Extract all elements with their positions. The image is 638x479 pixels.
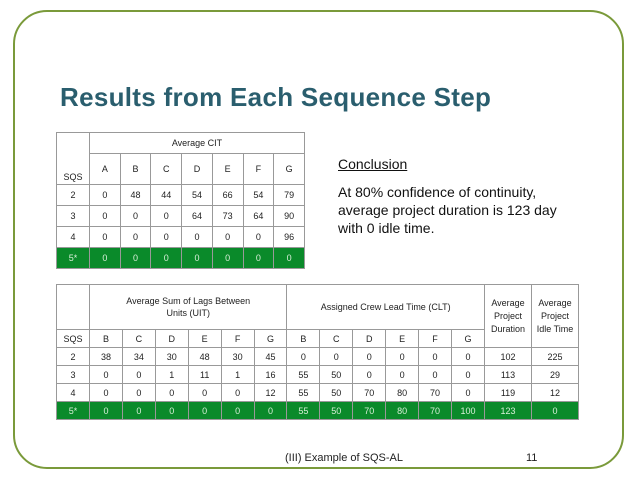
table2-clt-cell: 50 xyxy=(320,366,353,384)
table2-duration-cell: 113 xyxy=(485,366,532,384)
table2-uit-cell: 45 xyxy=(254,348,287,366)
table-row-highlighted xyxy=(57,247,305,268)
table1-cell: 0 xyxy=(212,226,243,247)
table2-clt-cell: 80 xyxy=(386,384,419,402)
table2-uit-cell: 0 xyxy=(122,402,155,420)
table2-clt-cell: 55 xyxy=(287,366,320,384)
table1-sqs-cell: 3 xyxy=(57,205,90,226)
table2-sqs-cell: 4 xyxy=(57,384,90,402)
table2-sqs-header: SQS xyxy=(57,330,90,348)
page-number: 11 xyxy=(526,452,538,464)
sequence-results-table xyxy=(56,284,579,420)
table2-clt-cell: 50 xyxy=(320,402,353,420)
table1-cell: 0 xyxy=(151,226,182,247)
table2-uit-cell: 48 xyxy=(188,348,221,366)
table1-cell: 54 xyxy=(182,184,213,205)
table1-cell: 0 xyxy=(182,226,213,247)
table1-col-header: C xyxy=(151,154,182,185)
table2-uit-cell: 12 xyxy=(254,384,287,402)
table2-uit-cell: 0 xyxy=(155,384,188,402)
table-row xyxy=(57,366,579,384)
table2-uit-header: Average Sum of Lags Between Units (UIT) xyxy=(90,285,287,330)
table2-clt-cell: 0 xyxy=(419,348,452,366)
table1-cell: 90 xyxy=(274,205,305,226)
table1-cell: 73 xyxy=(212,205,243,226)
table1-cell: 0 xyxy=(90,205,121,226)
table2-duration-cell: 119 xyxy=(485,384,532,402)
table2-clt-cell: 0 xyxy=(353,348,386,366)
table1-cell: 96 xyxy=(274,226,305,247)
table1-cell: 44 xyxy=(151,184,182,205)
table-row xyxy=(57,226,305,247)
table1-cell: 48 xyxy=(120,184,151,205)
table2-uit-cell: 0 xyxy=(122,384,155,402)
table1-corner xyxy=(57,133,90,154)
table1-cell: 54 xyxy=(243,184,274,205)
table2-uit-cell: 1 xyxy=(155,366,188,384)
table2-uit-cell: 34 xyxy=(122,348,155,366)
table2-uit-cell: 30 xyxy=(155,348,188,366)
table2-clt-col-header: B xyxy=(287,330,320,348)
table2-uit-cell: 11 xyxy=(188,366,221,384)
table1-cell: 0 xyxy=(151,247,182,268)
table2-idle-cell: 225 xyxy=(532,348,579,366)
table2-idle-cell: 12 xyxy=(532,384,579,402)
table2-clt-cell: 0 xyxy=(451,348,484,366)
table2-clt-cell: 70 xyxy=(419,384,452,402)
table2-clt-cell: 55 xyxy=(287,402,320,420)
table2-uit-cell: 0 xyxy=(155,402,188,420)
table1-cell: 0 xyxy=(90,247,121,268)
table2-uit-cell: 0 xyxy=(188,384,221,402)
table2-clt-cell: 50 xyxy=(320,384,353,402)
table2-uit-cell: 0 xyxy=(221,402,254,420)
table2-clt-cell: 100 xyxy=(451,402,484,420)
table2-clt-cell: 0 xyxy=(320,348,353,366)
table2-idle-cell: 29 xyxy=(532,366,579,384)
table2-clt-cell: 0 xyxy=(451,366,484,384)
table2-uit-cell: 0 xyxy=(122,366,155,384)
table1-cell: 64 xyxy=(182,205,213,226)
table2-clt-cell: 0 xyxy=(287,348,320,366)
table2-uit-cell: 0 xyxy=(254,402,287,420)
slide-footer: (III) Example of SQS-AL xyxy=(285,452,403,464)
table2-clt-cell: 0 xyxy=(451,384,484,402)
table1-sqs-header: SQS xyxy=(57,154,90,185)
table2-uit-col-header: F xyxy=(221,330,254,348)
table1-col-header: D xyxy=(182,154,213,185)
table2-clt-cell: 70 xyxy=(353,402,386,420)
table1-col-header: F xyxy=(243,154,274,185)
table-row xyxy=(57,384,579,402)
table2-uit-cell: 1 xyxy=(221,366,254,384)
table2-uit-cell: 0 xyxy=(90,366,123,384)
table2-uit-col-header: G xyxy=(254,330,287,348)
table2-clt-col-header: C xyxy=(320,330,353,348)
table1-cell: 0 xyxy=(151,205,182,226)
table2-clt-col-header: G xyxy=(451,330,484,348)
table2-clt-cell: 0 xyxy=(386,348,419,366)
table1-cell: 0 xyxy=(243,247,274,268)
table2-uit-cell: 0 xyxy=(188,402,221,420)
table2-sqs-cell: 3 xyxy=(57,366,90,384)
table1-cell: 0 xyxy=(212,247,243,268)
table2-uit-col-header: D xyxy=(155,330,188,348)
table2-uit-col-header: E xyxy=(188,330,221,348)
table2-clt-col-header: F xyxy=(419,330,452,348)
table2-clt-cell: 0 xyxy=(419,366,452,384)
table2-uit-col-header: B xyxy=(90,330,123,348)
table1-cell: 79 xyxy=(274,184,305,205)
average-cit-table xyxy=(56,132,305,269)
conclusion-text: At 80% confidence of continuity, average project duration is 123 day with 0 idle time. xyxy=(338,184,557,236)
table1-group-header: Average CIT xyxy=(90,133,305,154)
table1-sqs-cell: 2 xyxy=(57,184,90,205)
table2-clt-cell: 70 xyxy=(353,384,386,402)
table2-duration-cell: 123 xyxy=(485,402,532,420)
table1-cell: 0 xyxy=(120,226,151,247)
table2-clt-cell: 55 xyxy=(287,384,320,402)
table2-uit-cell: 38 xyxy=(90,348,123,366)
table2-sqs-cell: 5* xyxy=(57,402,90,420)
slide-title: Results from Each Sequence Step xyxy=(60,82,492,112)
table1-col-header: A xyxy=(90,154,121,185)
table1-col-header: E xyxy=(212,154,243,185)
table2-clt-cell: 0 xyxy=(353,366,386,384)
table1-col-header: B xyxy=(120,154,151,185)
table2-corner xyxy=(57,285,90,330)
table1-cell: 66 xyxy=(212,184,243,205)
table2-idle-header: Average Project Idle Time xyxy=(532,285,579,348)
table1-cell: 0 xyxy=(274,247,305,268)
table1-cell: 0 xyxy=(90,184,121,205)
table2-uit-cell: 0 xyxy=(90,384,123,402)
table2-uit-cell: 16 xyxy=(254,366,287,384)
table2-clt-cell: 70 xyxy=(419,402,452,420)
table2-clt-cell: 0 xyxy=(386,366,419,384)
table1-col-header: G xyxy=(274,154,305,185)
table2-uit-cell: 0 xyxy=(90,402,123,420)
table2-duration-cell: 102 xyxy=(485,348,532,366)
table2-sqs-cell: 2 xyxy=(57,348,90,366)
table1-cell: 0 xyxy=(243,226,274,247)
table2-clt-cell: 80 xyxy=(386,402,419,420)
table-row xyxy=(57,205,305,226)
table2-uit-cell: 30 xyxy=(221,348,254,366)
table1-cell: 0 xyxy=(90,226,121,247)
table2-duration-header: Average Project Duration xyxy=(485,285,532,348)
table1-cell: 0 xyxy=(120,205,151,226)
table1-cell: 0 xyxy=(120,247,151,268)
table-row-highlighted xyxy=(57,402,579,420)
table2-idle-cell: 0 xyxy=(532,402,579,420)
conclusion-heading: Conclusion xyxy=(338,156,408,172)
table2-uit-cell: 0 xyxy=(221,384,254,402)
table-row xyxy=(57,184,305,205)
table1-cell: 0 xyxy=(182,247,213,268)
table1-cell: 64 xyxy=(243,205,274,226)
table2-clt-col-header: D xyxy=(353,330,386,348)
table2-uit-col-header: C xyxy=(122,330,155,348)
table1-sqs-cell: 4 xyxy=(57,226,90,247)
table2-clt-col-header: E xyxy=(386,330,419,348)
table-row xyxy=(57,348,579,366)
table1-sqs-cell: 5* xyxy=(57,247,90,268)
table2-clt-header: Assigned Crew Lead Time (CLT) xyxy=(287,285,485,330)
